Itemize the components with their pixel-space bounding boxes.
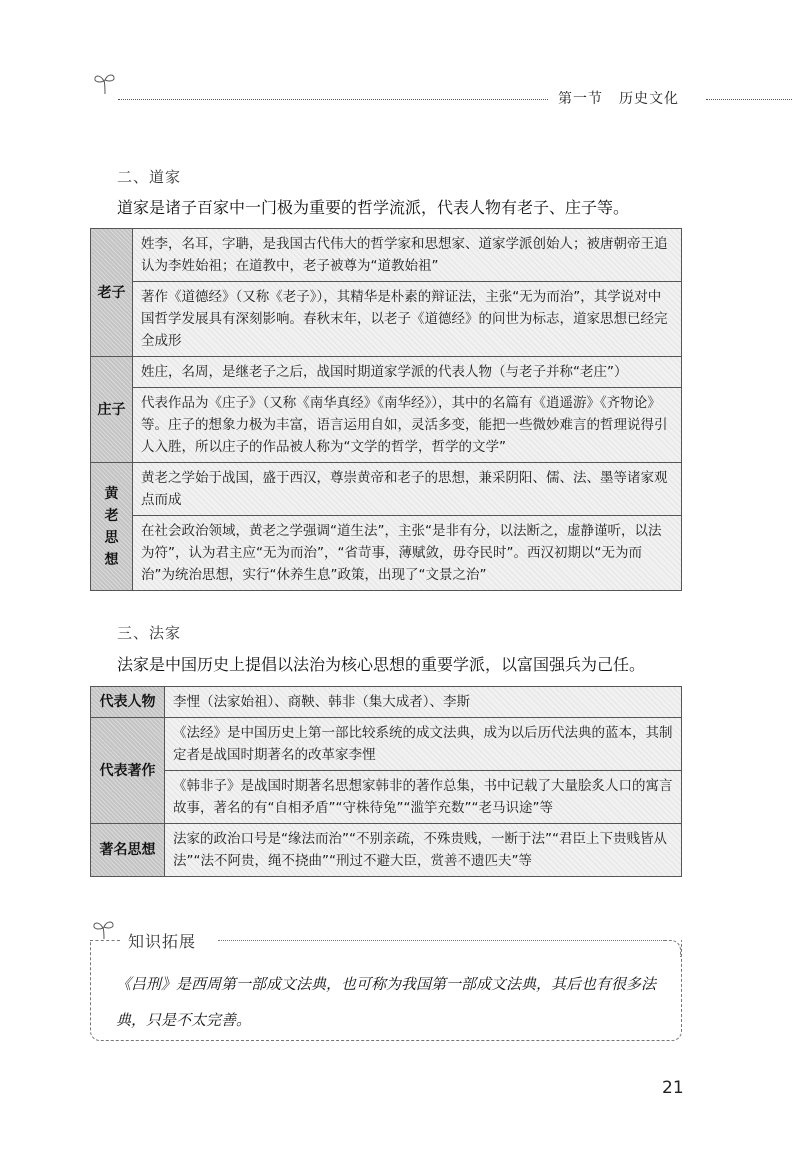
row-category: 著名思想 [91,824,165,877]
row-content: 《韩非子》是战国时期著名思想家韩非的著作总集，书中记载了大量脍炙人口的寓言故事，著名的有“自相矛盾”“守株待兔”“滥竽充数”“老马识途”等 [165,771,682,824]
row-content: 代表作品为《庄子》（又称《南华真经》《南华经》），其中的名篇有《逍遥游》《齐物论》等。庄子的想象力极为丰富，语言运用自如，灵活多变，能把一些微妙难言的哲理说得引人入胜，所以庄子的作品被人称为“文学的哲学，哲学的文学” [133,388,682,463]
chapter-label: 第一节 [558,91,603,107]
row-category: 庄子 [91,357,133,463]
row-category: 老子 [91,229,133,357]
row-content: 在社会政治领域，黄老之学强调“道生法”，主张“是非有分，以法断之，虚静谨听，以法为符”，认为君主应“无为而治”，“省苛事，薄赋敛，毋夺民时”。西汉初期以“无为而治”为统治思想，实行“休养生息”政策，出现了“文景之治” [133,516,682,591]
header-rule-right [706,99,792,100]
table-row [91,824,682,877]
table-row [91,229,682,282]
sprout-icon [92,918,116,940]
row-content: 黄老之学始于战国，盛于西汉，尊崇黄帝和老子的思想，兼采阴阳、儒、法、墨等诸家观点而成 [133,463,682,516]
knowledge-box-corner [664,940,681,957]
row-category: 黄老思想 [91,463,133,591]
table-row [91,282,682,357]
row-content: 《法经》是中国历史上第一部比较系统的成文法典，成为以后历代法典的蓝本，其制定者是战国时期著名的改革家李悝 [165,718,682,771]
row-category: 代表人物 [91,687,165,718]
section-heading-daojia: 二、道家 [117,168,182,186]
page-number: 21 [662,1078,684,1098]
table-row [91,357,682,388]
row-content: 姓庄，名周，是继老子之后，战国时期道家学派的代表人物（与老子并称“老庄”） [133,357,682,388]
knowledge-box-rule [218,940,668,941]
table-row [91,687,682,718]
header-rule-left [118,99,548,100]
table-row [91,388,682,463]
section-heading-fajia: 三、法家 [117,624,182,642]
row-content: 著作《道德经》（又称《老子》），其精华是朴素的辩证法，主张“无为而治”，其学说对中国哲学发展具有深刻影响。春秋末年，以老子《道德经》的问世为标志，道家思想已经完全成形 [133,282,682,357]
row-content: 李悝（法家始祖）、商鞅、韩非（集大成者）、李斯 [165,687,682,718]
knowledge-box-rule [90,940,120,941]
table-row [91,718,682,771]
table-row [91,771,682,824]
fajia-table [90,686,682,877]
sprout-icon [92,70,118,96]
table-row [91,516,682,591]
row-content: 姓李，名耳，字聃，是我国古代伟大的哲学家和思想家、道家学派创始人；被唐朝帝王追认为李姓始祖；在道教中，老子被尊为“道教始祖” [133,229,682,282]
section-intro-daojia: 道家是诸子百家中一门极为重要的哲学流派，代表人物有老子、庄子等。 [117,198,630,217]
chapter-title: 历史文化 [619,91,679,107]
knowledge-text: 《吕刑》是西周第一部成文法典，也可称为我国第一部成文法典，其后也有很多法典，只是不太完善。 [116,975,657,1029]
daojia-table [90,228,682,591]
row-category: 代表著作 [91,718,165,824]
knowledge-title: 知识拓展 [124,929,200,952]
row-content: 法家的政治口号是“缘法而治”“不别亲疏，不殊贵贱，一断于法”“君臣上下贵贱皆从法”“法不阿贵，绳不挠曲”“刑过不避大臣，赏善不遗匹夫”等 [165,824,682,877]
running-header [558,88,679,108]
section-intro-fajia: 法家是中国历史上提倡以法治为核心思想的重要学派，以富国强兵为己任。 [117,655,646,674]
table-row [91,463,682,516]
